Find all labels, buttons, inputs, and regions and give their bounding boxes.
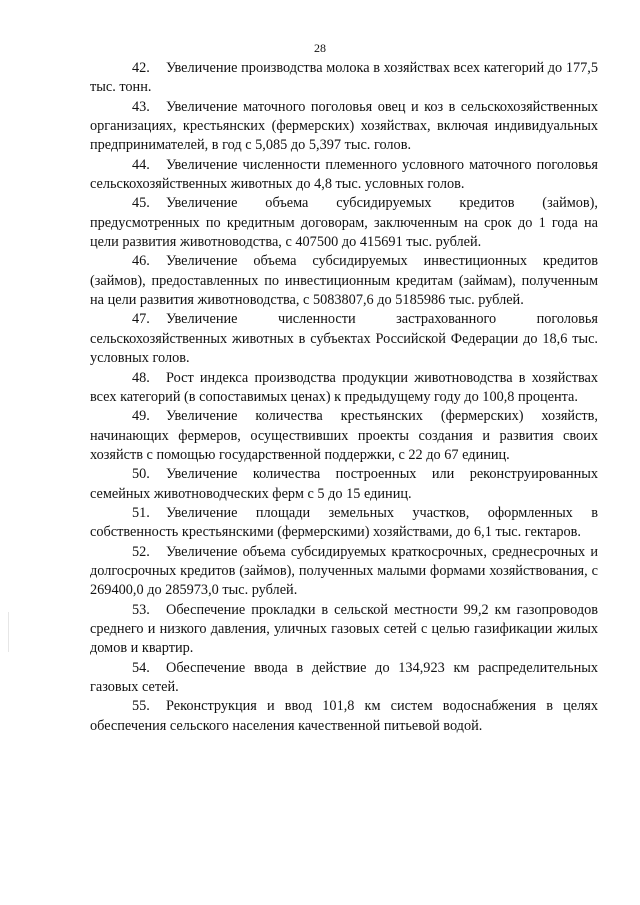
item-number: 54. xyxy=(132,659,150,676)
list-item-55 xyxy=(90,697,598,736)
list-item-49 xyxy=(90,407,598,465)
item-number: 50. xyxy=(132,466,150,483)
list-item-46 xyxy=(90,252,598,310)
list-item-42 xyxy=(90,59,598,98)
item-text: Увеличение количества крестьянских (фермерских) хозяйств, начинающих фермеров, осуществивших проекты создания и развития своих хозяйств с помощью государственной поддержки, с 22 до 67 единиц. xyxy=(90,408,598,463)
list-item-50 xyxy=(90,465,598,504)
item-text: Увеличение численности племенного условного маточного поголовья сельскохозяйственных животных до 4,8 тыс. условных голов. xyxy=(90,156,598,193)
page-number: 28 xyxy=(314,41,326,55)
item-number: 48. xyxy=(132,369,150,386)
document-body xyxy=(90,59,598,736)
item-number: 46. xyxy=(132,253,150,270)
item-text: Реконструкция и ввод 101,8 км систем водоснабжения в целях обеспечения сельского населения качественной питьевой водой. xyxy=(90,698,598,734)
list-item-53 xyxy=(90,601,598,659)
list-item-52 xyxy=(90,543,598,601)
item-text: Увеличение площади земельных участков, оформленных в собственность крестьянскими (фермерскими) хозяйствами, до 6,1 тыс. гектаров. xyxy=(90,504,598,541)
list-item-51 xyxy=(90,504,598,543)
item-text: Обеспечение прокладки в сельской местности 99,2 км газопроводов среднего и низкого давления, уличных газовых сетей с целью газификации жилых домов и квартир. xyxy=(90,601,598,657)
item-text: Увеличение объема субсидируемых инвестиционных кредитов (займов), предоставленных по инвестиционным кредитам (займам), полученным на цели развития животноводства, с 5083807,6 до 5185986 тыс. рублей. xyxy=(90,253,598,309)
item-number: 51. xyxy=(132,504,150,521)
item-number: 49. xyxy=(132,408,150,425)
item-text: Увеличение количества построенных или реконструированных семейных животноводческих ферм с 5 до 15 единиц. xyxy=(90,466,598,502)
item-text: Рост индекса производства продукции животноводства в хозяйствах всех категорий (в сопоставимых ценах) к предыдущему году до 100,8 процента. xyxy=(90,369,598,405)
item-number: 47. xyxy=(132,311,150,328)
item-number: 52. xyxy=(132,543,150,560)
item-number: 43. xyxy=(132,98,150,115)
list-item-47 xyxy=(90,310,598,368)
item-text: Увеличение численности застрахованного поголовья сельскохозяйственных животных в субъектах Российской Федерации до 18,6 тыс. условных голов. xyxy=(90,311,598,367)
list-item-54 xyxy=(90,659,598,698)
scan-margin-mark xyxy=(8,612,9,652)
item-text: Увеличение производства молока в хозяйствах всех категорий до 177,5 тыс. тонн. xyxy=(90,60,598,96)
list-item-48 xyxy=(90,369,598,408)
item-number: 53. xyxy=(132,601,150,618)
list-item-45 xyxy=(90,194,598,252)
item-text: Обеспечение ввода в действие до 134,923 км распределительных газовых сетей. xyxy=(90,659,598,695)
item-number: 44. xyxy=(132,156,150,173)
item-text: Увеличение объема субсидируемых кредитов (займов), предусмотренных по кредитным договорам, заключенным на срок до 1 года на цели развития животноводства, с 407500 до 415691 тыс. рублей. xyxy=(90,195,598,251)
item-number: 45. xyxy=(132,195,150,212)
item-text: Увеличение маточного поголовья овец и коз в сельскохозяйственных организациях, крестьянских (фермерских) хозяйствах, включая индивидуальных предпринимателей, в год с 5,085 до 5,397 тыс. голов. xyxy=(90,98,598,154)
list-item-43 xyxy=(90,98,598,156)
item-number: 42. xyxy=(132,60,150,76)
item-number: 55. xyxy=(132,698,150,715)
list-item-44 xyxy=(90,156,598,195)
item-text: Увеличение объема субсидируемых краткосрочных, среднесрочных и долгосрочных кредитов (займов), полученных малыми формами хозяйствования, с 269400,0 до 285973,0 тыс. рублей. xyxy=(90,543,598,599)
